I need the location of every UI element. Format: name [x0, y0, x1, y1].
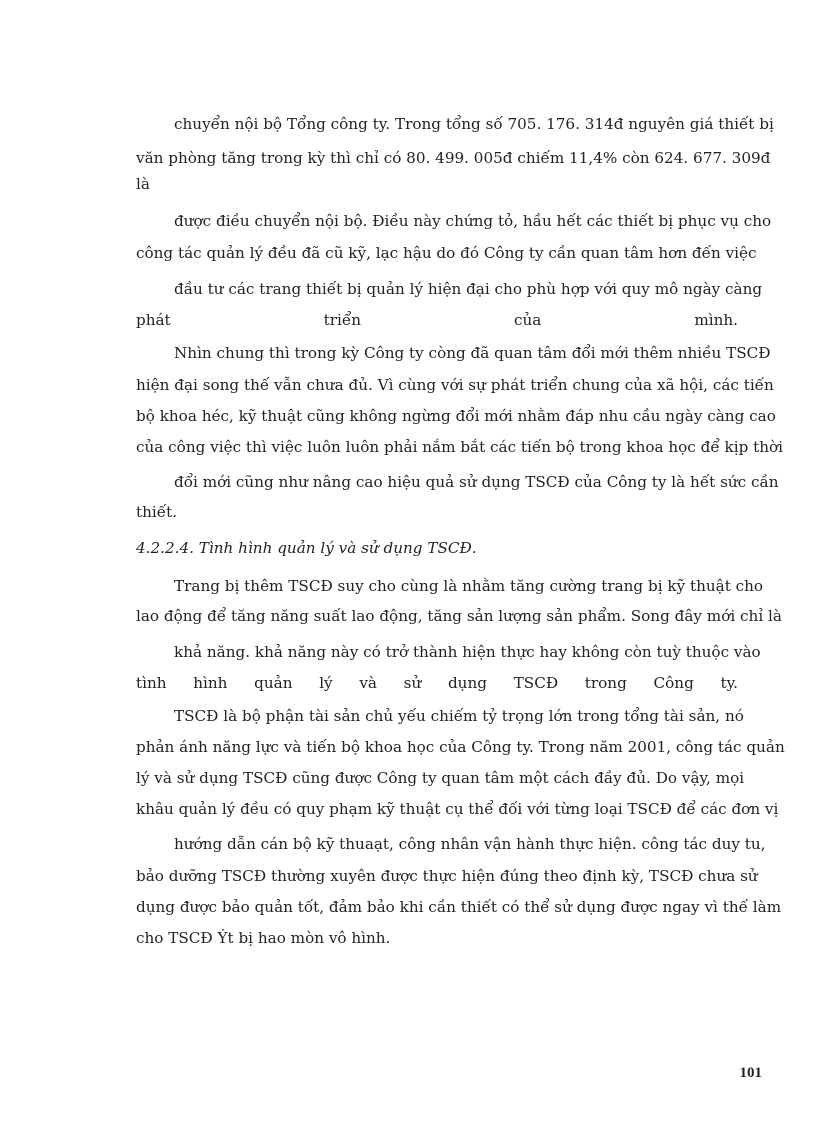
text-line: công tác quản lý đều đã cũ kỹ, lạc hậu do đó Công ty cần quan tâm hơn đến việc: [136, 244, 757, 262]
text-line: là: [136, 175, 150, 193]
text-line: Nhìn chung thì trong kỳ Công ty còng đã quan tâm đổi mới thêm nhiều TSCĐ: [174, 344, 771, 362]
text-line: Trang bị thêm TSCĐ suy cho cùng là nhằm tăng cường trang bị kỹ thuật cho: [174, 577, 764, 595]
text-line: thiết.: [136, 503, 178, 521]
section-heading: 4.2.2.4. Tình hình quản lý và sử dụng TSCĐ.: [136, 539, 477, 557]
text-line: phản ánh năng lực và tiến bộ khoa học của Công ty. Trong năm 2001, công tác quản: [136, 738, 785, 756]
text-line: đầu tư các trang thiết bị quản lý hiện đại cho phù hợp với quy mô ngày càng: [174, 280, 763, 298]
text-line: khâu quản lý đều có quy phạm kỹ thuật cụ thể đối với từng loại TSCĐ để các đơn vị: [136, 800, 779, 818]
text-line: bảo dưỡng TSCĐ thường xuyên được thực hiện đúng theo định kỳ, TSCĐ chưa sử: [136, 867, 758, 885]
text-line: bộ khoa héc, kỹ thuật cũng không ngừng đổi mới nhằm đáp nhu cầu ngày càng cao: [136, 407, 776, 425]
text-line: hướng dẫn cán bộ kỹ thuaạt, công nhân vận hành thực hiện. công tác duy tu,: [174, 835, 766, 853]
text-line: đổi mới cũng như nâng cao hiệu quả sử dụng TSCĐ của Công ty là hết sức cần: [174, 473, 779, 491]
text-line: lý và sử dụng TSCĐ cũng được Công ty quan tâm một cách đầy đủ. Do vậy, mọi: [136, 769, 745, 787]
text-line: của công việc thì việc luôn luôn phải nắm bắt các tiến bộ trong khoa học để kịp thời: [136, 438, 784, 456]
text-line: TSCĐ là bộ phận tài sản chủ yếu chiếm tỷ trọng lớn trong tổng tài sản, nó: [174, 707, 744, 725]
page-number: 101: [739, 1065, 762, 1081]
text-line: văn phòng tăng trong kỳ thì chỉ có 80. 499. 005đ chiếm 11,4% còn 624. 677. 309đ: [136, 149, 771, 167]
text-line: phát triển của mình.: [136, 311, 738, 329]
text-line: chuyển nội bộ Tổng công ty. Trong tổng số 705. 176. 314đ nguyên giá thiết bị: [174, 115, 774, 133]
text-line: cho TSCĐ Ýt bị hao mòn vô hình.: [136, 929, 391, 947]
text-line: hiện đại song thế vẫn chưa đủ. Vì cùng với sự phát triển chung của xã hội, các tiến: [136, 376, 774, 394]
text-line: tình hình quản lý và sử dụng TSCĐ trong Công ty.: [136, 674, 738, 692]
text-line: lao động để tăng năng suất lao động, tăng sản lượng sản phẩm. Song đây mới chỉ là: [136, 607, 782, 625]
text-line: khả năng. khả năng này có trở thành hiện thực hay không còn tuỳ thuộc vào: [174, 643, 761, 661]
text-line: dụng được bảo quản tốt, đảm bảo khi cần thiết có thể sử dụng được ngay vì thế làm: [136, 898, 782, 916]
text-line: được điều chuyển nội bộ. Điều này chứng tỏ, hầu hết các thiết bị phục vụ cho: [174, 212, 772, 230]
